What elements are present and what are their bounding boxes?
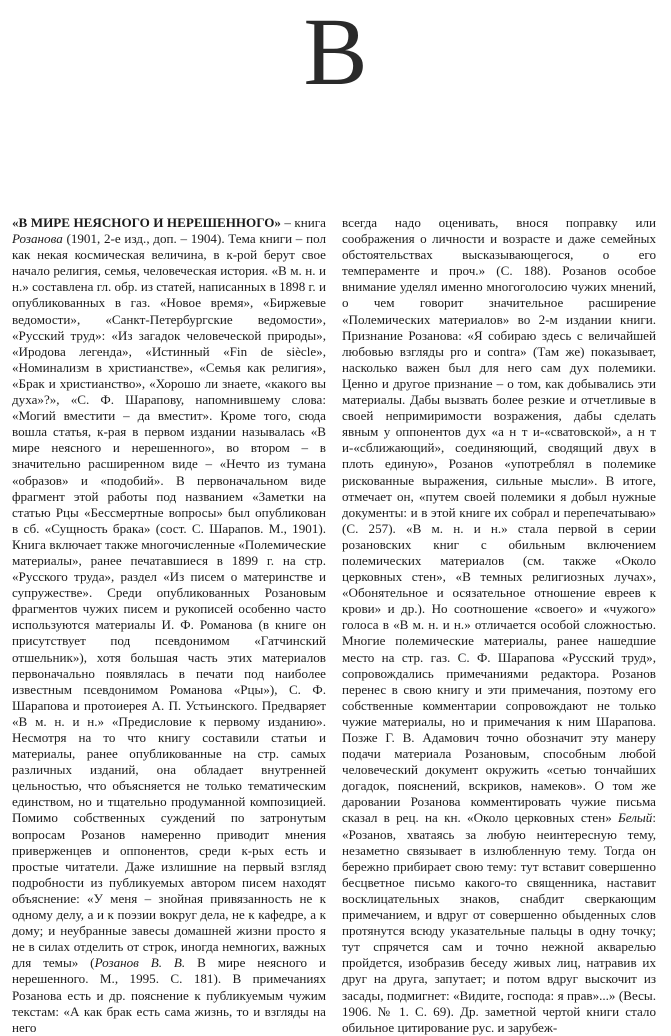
- left-column: [12, 215, 326, 1036]
- section-letter: В: [303, 0, 368, 105]
- right-text-2: : «Розанов, хватаясь за любую неинтересную тему, незаметно связывает в излюбленную тему. Тогда он бережно прибирает свою тему: тут вставит совершенно бесцветное письмо какого-то священника, наставит восклицательных знаков, снабдит сверкающим примечанием, и вдруг от совершенно обыденных слов протянутся всюду указательные пальцы в одну точку; тут спрячется сам и точно нежной акварелью пройдется, изобразив беседу живых лиц, натравив их друг на друга, запутает; и потом вдруг выскочит из засады, подмигнет: «Видите, господа: я прав»...» (Весы. 1906. № 1. С. 69). Др. заметной чертой книги стало обильное цитирование рус. и зарубеж-: [342, 810, 656, 1035]
- reviewer-name: Белый: [618, 810, 653, 826]
- entry-kind: – книга: [280, 215, 326, 230]
- right-column: [342, 215, 656, 1036]
- left-text-1: (1901, 2-е изд., доп. – 1904). Тема книги – пол как некая космическая величина, в к-рой берут свое начало религия, семья, человеческая история. «В м. н. и н.» составлена гл. обр. из статей, написанных в 1898 г. и опубликованных в газ. «Новое время», «Биржевые ведомости», «Санкт-Петербургские ведомости», «Русский труд»: «Из загадок человеческой природы», «Иродова легенда», «Истинный «Fin de siècle», «Номинализм в христианстве», «Семья как религия», «Брак и христианство», «Хорошо ли знаете, «какого вы духа»?», «С. Ф. Шарапову, напомнившему слова: «Могий вместити – да вместит». Кроме того, сюда вошла статья, к-рая в первом издании называлась «В мире неясного и нерешенного», во втором – в значительно расширенном виде – «Нечто из тумана «образов» и «подобий». В первоначальном виде фрагмент этой работы под названием «Заметки на статью Рцы «Бессмертные вопросы» был опубликован в сб. «Сущность брака» (сост. С. Шарапов. М., 1901). Книга включает также многочисленные «Полемические материалы», ранее печатавшиеся в 1899 г. на стр. «Русского труда», раздел «Из писем о материнстве и супружестве». Среди опубликованных Розановым фрагментов чужих писем и рукописей особенно часто используются материалы И. Ф. Романова (в книге он присутствует под псевдонимом «Гатчинский отшельник»), хотя большая часть этих материалов первоначально появлялась в печати под наиболее известным псевдонимом Романова «Рцы»), С. Ф. Шарапова и протоиерея А. П. Устьинского. Предваряет «В м. н. и н.» «Предисловие к первому изданию». Несмотря на то что книгу составили статьи и материалы, ранее опубликованные на стр. самых различных изданий, она обладает внутренней цельностью, что объясняется не только тематическим единством, но и тщательно продуманной композицией. Помимо собственных суждений по затронутым вопросам Розанов намеренно приводит мнения приверженцев и оппонентов, среди к-рых есть и простые читатели. Даже излишние на первый взгляд подробности из публикуемых автором писем находят объяснение: «У меня – знойная привязанность не к одному делу, а и к поэзии вокруг дела, не к кафедре, а к дому; и неубранные завесы домашней жизни просто я не в силах отделить от строк, иногда немногих, важных для темы» (: [12, 231, 326, 971]
- left-text-2: В мире неясного и нерешенного. М., 1995. С. 181). В примечаниях Розанова есть и др. пояснение к публикуемым чужим текстам: «А как брак есть сама жизнь, то и взгляды на него: [12, 955, 327, 1035]
- citation-author: Розанов В. В.: [94, 955, 186, 971]
- right-text-1: всегда надо оценивать, внося поправку или соображения о личности и возрасте и даже семейных обстоятельствах высказывающегося, о его темпераменте и проч.» (С. 188). Розанов особое внимание уделял именно многоголосию чужих мнений, о чем говорит значительное расширение «Полемических материалов» во 2-м издании книги. Признание Розанова: «Я собираю здесь с величайшей любовью взгляды pro и contra» (Там же) показывает, насколько важен был для него сам дух полемики. Ценно и другое признание – о том, как добывались эти материалы. Дабы вызвать более резкие и отчетливые в своей непримиримости возражения, дабы сделать явным у оппонентов дух «а н т и-«сватовской», а н т и-«сближающий», соединяющий, сводящий двух в плоть единую», Розанов «употреблял в полемике рискованные выражения, сильные мысли». В итоге, отмечает он, «путем своей полемики я добыл нужные документы: и в этой книге их собрал и перепечатываю» (С. 257). «В м. н. и н.» стала первой в серии розановских книг с обильным включением полемических материалов (см. также «Около церковных стен», «В темных религиозных лучах», «Обонятельное и осязательное отношение евреев к крови» и др.). Но соотношение «своего» и «чужого» голоса в «В м. н. и н.» отличается особой сложностью. Многие полемические материалы, ранее нашедшие место на стр. газ. С. Ф. Шарапова «Русский труд», сопровождались примечаниями редактора. Розанов перенес в свою книгу и эти примечания, поэтому его собственные комментарии сопровождают не только чужие материалы, но и примечания к ним Шарапова. Позже Г. В. Адамович точно обозначит эту манеру подачи материала Розановым, способным любой человеческий документ окружить «сетью тончайших догадок, пояснений, вскриков, намеков». О том же даровании Розанова комментировать чужие письма сказал в рец. на кн. «Около церковных стен»: [342, 215, 656, 826]
- entry-author: Розанова: [12, 231, 63, 247]
- entry-headword: «В МИРЕ НЕЯСНОГО И НЕРЕШЕННОГО»: [12, 215, 281, 230]
